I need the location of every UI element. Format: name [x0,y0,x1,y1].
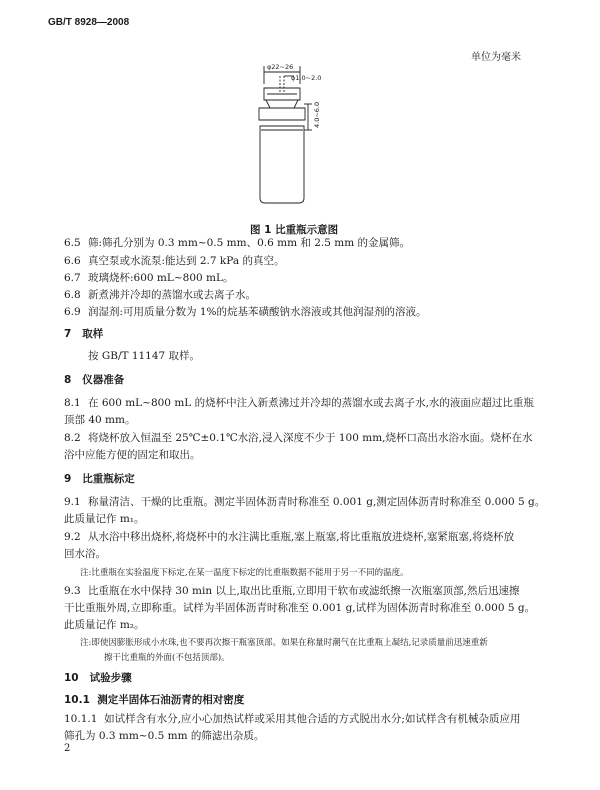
list-item: 6.5 筛:筛孔分别为 0.3 mm~0.5 mm、0.6 mm 和 2.5 mm 的金属筛。 [64,237,410,249]
list-item: 6.7 玻璃烧杯:600 mL~800 mL。 [64,272,234,284]
bottle-body [260,126,304,203]
section-10-1-heading: 10.1 测定半固体石油沥青的相对密度 [64,694,245,706]
unit-note: 单位为毫米 [471,52,521,63]
section-9-heading: 9 比重瓶标定 [64,473,135,485]
paragraph-10-1-1-cont: 筛孔为 0.3 mm~0.5 mm 的筛滤出杂质。 [64,730,265,742]
paragraph-8-2-cont: 浴中应能方便的固定和取出。 [64,449,201,461]
section-7-body: 按 GB/T 11147 取样。 [88,350,201,362]
list-item: 6.6 真空泵或水流泵:能达到 2.7 kPa 的真空。 [64,255,285,267]
page-number: 2 [64,743,71,754]
figure-caption: 图 1 比重瓶示意图 [250,224,339,236]
paragraph-8-1-cont: 顶部 40 mm。 [64,414,136,426]
paragraph-9-3: 9.3 比重瓶在水中保持 30 min 以上,取出比重瓶,立即用干软布或滤纸擦一次瓶塞顶部,然后迅速擦 [64,585,520,597]
section-8-heading: 8 仪器准备 [64,374,125,386]
section-10-heading: 10 试验步骤 [64,672,132,684]
paragraph-8-2: 8.2 将烧杯放入恒温至 25℃±0.1℃水浴,浸入深度不少于 100 mm,烧杯口高出水浴水面。烧杯在水 [64,432,533,444]
section-7-heading: 7 取样 [64,328,104,340]
dim-depth-label: 4.0~6.0 [313,101,321,128]
paragraph-9-1: 9.1 称量清洁、干燥的比重瓶。测定半固体沥青时称准至 0.001 g,测定固体沥青时称准至 0.000 5 g。 [64,496,546,508]
pycnometer-figure [240,58,350,208]
paragraph-9-2-cont: 回水浴。 [64,548,106,560]
paragraph-9-1-cont: 此质量记作 m₁。 [64,513,145,525]
standard-code: GB/T 8928—2008 [48,17,130,28]
dim-diameter-label: φ22~26 [267,63,294,71]
list-item: 6.8 新煮沸并冷却的蒸馏水或去离子水。 [64,289,256,301]
dim-hole-label: φ1.0~2.0 [291,74,322,82]
note-2-cont: 擦干比重瓶的外面(不包括顶部)。 [104,653,230,663]
note-2: 注:即使因膨胀形成小水珠,也不要再次擦干瓶塞顶部。如果在称量时潮气在比重瓶上凝结,记录质量前迅速重新 [80,638,488,648]
paragraph-9-3-cont: 干比重瓶外周,立即称重。试样为半固体沥青时称准至 0.001 g,试样为固体沥青时称准至 0.000 5 g。 [64,602,536,614]
paragraph-9-3-cont2: 此质量记作 m₂。 [64,619,145,631]
list-item: 6.9 润湿剂:可用质量分数为 1%的烷基苯磺酸钠水溶液或其他润湿剂的溶液。 [64,306,427,318]
note-1: 注:比重瓶在实验温度下标定,在某一温度下标定的比重瓶数据不能用于另一不同的温度。 [80,568,409,578]
paragraph-8-1: 8.1 在 600 mL~800 mL 的烧杯中注入新煮沸过并冷却的蒸馏水或去离子水,水的液面应超过比重瓶 [64,397,534,409]
paragraph-10-1-1: 10.1.1 如试样含有水分,应小心加热试样或采用其他合适的方式脱出水分;如试样含有机械杂质应用 [64,713,521,725]
paragraph-9-2: 9.2 从水浴中移出烧杯,将烧杯中的水注满比重瓶,塞上瓶塞,将比重瓶放进烧杯,塞紧瓶塞,将烧杯放 [64,531,515,543]
